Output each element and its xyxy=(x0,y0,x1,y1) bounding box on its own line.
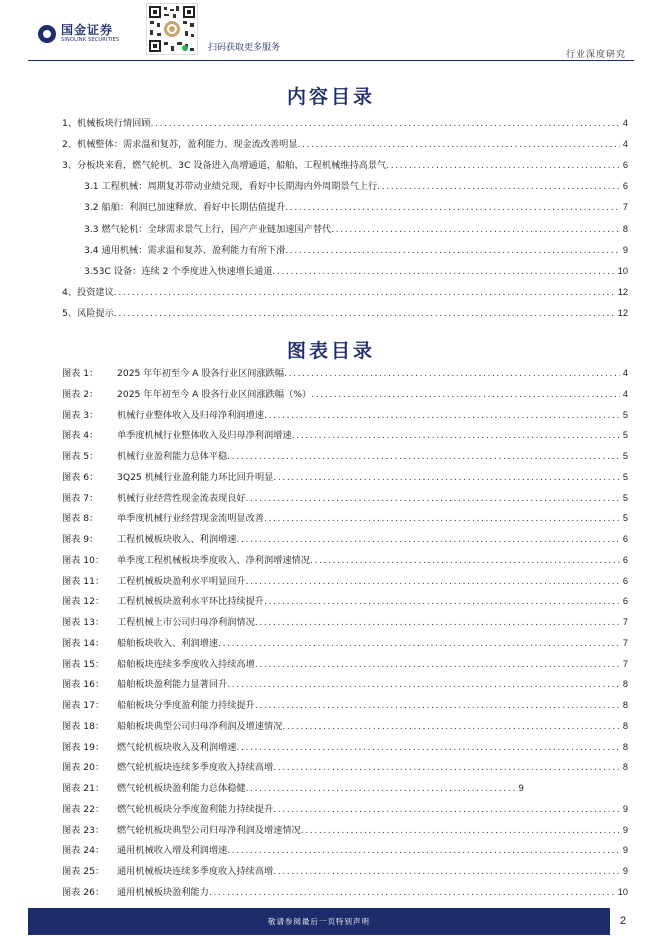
dot-leader xyxy=(236,532,619,547)
dot-leader xyxy=(255,657,620,672)
contents-entry-label: 3.1 工程机械：周期复苏带动业绩兑现，看好中长期海内外周期景气上行 xyxy=(84,181,378,193)
figure-entry-label: 机械行业经营性现金流表现良好 xyxy=(117,492,246,504)
dot-leader xyxy=(285,200,620,215)
contents-entry-label: 1、机械板块行情回顾 xyxy=(62,118,151,129)
contents-entry-page: 7 xyxy=(622,202,628,213)
figure-entry-number: 图表 18： xyxy=(62,720,105,732)
contents-entry[interactable] xyxy=(62,116,628,131)
figure-entry-page: 5 xyxy=(622,492,628,503)
figure-entry-number: 图表 23： xyxy=(62,824,105,836)
page-header xyxy=(0,0,662,62)
figure-entry-page: 5 xyxy=(622,513,628,524)
figure-entry-label: 2025 年年初至今 A 股各行业区间涨跌幅（%） xyxy=(117,388,312,400)
figure-entry-number: 图表 12： xyxy=(62,596,105,608)
figure-entry-page: 8 xyxy=(622,762,628,773)
dot-leader xyxy=(246,574,620,589)
dot-leader xyxy=(298,137,620,152)
figure-entry-label: 单季度机械行业经营现金流明显改善 xyxy=(117,513,264,525)
figure-entry[interactable] xyxy=(62,366,628,381)
contents-entry[interactable] xyxy=(84,179,628,194)
figure-entry-page: 7 xyxy=(622,637,628,648)
figure-entry[interactable] xyxy=(62,802,628,817)
contents-entry-page: 9 xyxy=(622,244,628,255)
figure-entry[interactable] xyxy=(62,615,628,630)
page-number: 2 xyxy=(620,915,627,927)
dot-leader xyxy=(311,387,620,402)
figure-entry-number: 图表 17： xyxy=(62,700,105,711)
figure-entry[interactable] xyxy=(62,532,628,547)
figure-entry[interactable] xyxy=(62,698,628,713)
figure-entry-page: 6 xyxy=(622,596,628,607)
dot-leader xyxy=(282,719,620,734)
dot-leader xyxy=(114,285,615,300)
figure-entry-page: 5 xyxy=(622,471,628,482)
contents-entry-page: 6 xyxy=(622,160,628,171)
figure-entry-label: 工程机械板块盈利水平环比持续提升 xyxy=(117,596,264,608)
figure-entry-page: 8 xyxy=(622,741,628,752)
figure-entry-number: 图表 7： xyxy=(62,492,99,504)
dot-leader xyxy=(236,740,619,755)
figure-entry-label: 燃气轮机板块盈利能力总体稳健 xyxy=(117,783,246,794)
figure-entry-number: 图表 13： xyxy=(62,617,105,628)
figure-entry-number: 图表 19： xyxy=(62,741,105,753)
dot-leader xyxy=(264,408,620,423)
dot-leader xyxy=(264,511,620,526)
figure-entry-page: 9 xyxy=(622,866,628,876)
contents-entry-label: 3.4 通用机械：需求温和复苏、盈利能力有所下滑 xyxy=(84,244,286,256)
contents-entry-label: 3、分板块来看，燃气轮机、3C 设备进入高增通道，船舶、工程机械维持高景气 xyxy=(62,160,387,172)
figure-entry-label: 单季度工程机械板块季度收入、净利润增速情况 xyxy=(117,554,310,566)
figure-entry-page: 7 xyxy=(622,658,628,669)
figure-entry[interactable] xyxy=(62,594,628,609)
figure-entry-page: 7 xyxy=(622,617,628,627)
contents-entry-page: 12 xyxy=(617,286,628,297)
figure-entry[interactable] xyxy=(62,408,628,423)
contents-entry[interactable] xyxy=(84,200,628,215)
figure-entry-number: 图表 8： xyxy=(62,513,99,525)
figures-title: 图表目录 xyxy=(286,340,375,362)
scan-for-service-text: 扫码获取更多服务 xyxy=(208,43,281,53)
contents-entry-label: 2、机械整体：需求温和复苏，盈利能力、现金流改善明显 xyxy=(62,139,298,151)
figure-entry-page: 10 xyxy=(617,886,628,897)
figure-entry-label: 通用机械板块连续多季度收入持续高增 xyxy=(117,866,274,877)
figure-entry-label: 船舶板块盈利能力显著回升 xyxy=(117,679,228,691)
figure-entry[interactable] xyxy=(62,387,628,402)
dot-leader xyxy=(246,781,516,796)
figure-entry-label: 船舶板块收入、利润增速 xyxy=(117,637,219,649)
figure-entry-label: 燃气轮机板块典型公司归母净利润及增速情况 xyxy=(117,824,301,836)
figure-entry-page: 6 xyxy=(622,575,628,586)
company-logo xyxy=(38,24,119,44)
dot-leader xyxy=(218,636,620,651)
figure-entry-label: 船舶板块典型公司归母净利润及增速情况 xyxy=(117,720,283,732)
figure-entry-number: 图表 9： xyxy=(62,534,99,545)
dot-leader xyxy=(284,366,620,381)
figure-entry-label: 2025 年年初至今 A 股各行业区间涨跌幅 xyxy=(117,368,285,379)
contents-title: 内容目录 xyxy=(286,86,375,108)
figure-entry[interactable] xyxy=(62,470,628,485)
figure-entry-page: 4 xyxy=(622,388,628,399)
figure-entry-label: 3Q25 机械行业盈利能力环比回升明显 xyxy=(117,471,274,483)
figure-entry-label: 工程机械上市公司归母净利润情况 xyxy=(117,617,255,628)
figure-entry[interactable] xyxy=(62,636,628,651)
dot-leader xyxy=(310,553,620,568)
figure-entry-label: 工程机械板块收入、利润增速 xyxy=(117,534,237,545)
figure-entry-number: 图表 20： xyxy=(62,762,105,774)
dot-leader xyxy=(227,843,620,858)
figure-entry[interactable] xyxy=(62,553,628,568)
figure-entry-label: 船舶板块分季度盈利能力持续提升 xyxy=(117,700,255,711)
footer-disclaimer: 敬请参阅最后一页特别声明 xyxy=(268,917,370,926)
figure-entry-label: 通用机械收入增及利润增速 xyxy=(117,845,228,857)
dot-leader xyxy=(386,158,620,173)
figure-entry-page: 5 xyxy=(622,430,628,441)
figure-entry-label: 通用机械板块盈利能力 xyxy=(117,886,209,898)
figure-entry[interactable] xyxy=(62,428,628,443)
dot-leader xyxy=(292,428,620,443)
figure-entry-page: 9 xyxy=(622,803,628,814)
dot-leader xyxy=(151,116,620,131)
contents-entry[interactable] xyxy=(62,285,628,300)
report-type-label: 行业深度研究 xyxy=(565,50,626,60)
dot-leader xyxy=(331,222,620,237)
figure-entry-number: 图表 6： xyxy=(62,471,99,483)
figure-entry[interactable] xyxy=(62,657,628,672)
figure-entry-label: 机械行业整体收入及归母净利润增速 xyxy=(117,409,264,421)
figure-entry-number: 图表 10： xyxy=(62,554,105,566)
dot-leader xyxy=(255,615,620,630)
header-divider xyxy=(28,60,634,61)
dot-leader xyxy=(377,179,620,194)
contents-entry-page: 8 xyxy=(622,223,628,234)
figure-entry-number: 图表 4： xyxy=(62,430,99,442)
figure-entry-label: 机械行业盈利能力总体平稳 xyxy=(117,451,228,462)
dot-leader xyxy=(273,470,620,485)
figure-entry-number: 图表 22： xyxy=(62,803,105,815)
figure-entry[interactable] xyxy=(62,781,628,796)
figure-entry-label: 燃气轮机板块收入及利润增速 xyxy=(117,741,237,753)
qr-code-icon[interactable] xyxy=(146,3,198,55)
contents-entry-page: 4 xyxy=(622,118,628,128)
figure-entry-number: 图表 24： xyxy=(62,845,105,857)
figure-entry-page: 5 xyxy=(622,451,628,461)
contents-entry-label: 4、投资建议 xyxy=(62,286,114,298)
dot-leader xyxy=(246,491,620,506)
dot-leader xyxy=(272,264,614,279)
logo-mark-icon xyxy=(38,25,56,43)
footer-bar xyxy=(28,908,610,935)
figure-entry-number: 图表 26： xyxy=(62,886,105,898)
contents-entry[interactable] xyxy=(62,158,628,173)
figure-entry-label: 燃气轮机板块连续多季度收入持续高增 xyxy=(117,762,274,774)
figure-entry[interactable] xyxy=(62,885,628,900)
logo-name-en: SINOLINK SECURITIES xyxy=(61,37,120,43)
page-footer xyxy=(0,906,662,936)
figure-entry-number: 图表 1： xyxy=(62,368,99,379)
figure-entry[interactable] xyxy=(62,449,628,464)
figure-entry-number: 图表 5： xyxy=(62,451,99,462)
dot-leader xyxy=(273,864,620,879)
figure-entry[interactable] xyxy=(62,574,628,589)
figure-entry[interactable] xyxy=(62,677,628,692)
contents-entry-page: 10 xyxy=(617,265,628,276)
logo-name-cn: 国金证券 xyxy=(61,23,114,37)
figure-entry-label: 单季度机械行业整体收入及归母净利润增速 xyxy=(117,430,292,442)
figure-entry-number: 图表 2： xyxy=(62,388,99,400)
dot-leader xyxy=(264,594,620,609)
figure-entry-number: 图表 3： xyxy=(62,409,99,421)
figure-entry-page: 4 xyxy=(622,368,628,378)
contents-entry[interactable] xyxy=(62,306,628,321)
figure-entry-label: 燃气轮机板块分季度盈利能力持续提升 xyxy=(117,803,274,815)
figure-entry[interactable] xyxy=(62,491,628,506)
figure-entry[interactable] xyxy=(62,740,628,755)
figure-entry[interactable] xyxy=(62,843,628,858)
figure-entry-number: 图表 14： xyxy=(62,637,105,649)
dot-leader xyxy=(114,306,615,321)
contents-entry[interactable] xyxy=(62,137,628,152)
figure-entry-page: 9 xyxy=(622,845,628,856)
dot-leader xyxy=(227,449,620,464)
figure-entry[interactable] xyxy=(62,823,628,838)
figure-entry-page: 6 xyxy=(622,534,628,544)
dot-leader xyxy=(209,885,615,900)
figure-entry[interactable] xyxy=(62,719,628,734)
contents-entry-label: 3.2 船舶：利润已加速释放、看好中长期估值提升 xyxy=(84,202,286,214)
figure-entry[interactable] xyxy=(62,864,628,879)
dot-leader xyxy=(273,802,620,817)
dot-leader xyxy=(255,698,620,713)
figure-entry-label: 工程机械板块盈利水平明显回升 xyxy=(117,575,246,587)
contents-entry[interactable] xyxy=(84,264,628,279)
figure-entry-page: 6 xyxy=(622,554,628,565)
dot-leader xyxy=(273,760,620,775)
figure-entry[interactable] xyxy=(62,511,628,526)
figure-entry-page: 8 xyxy=(622,720,628,731)
figure-entry-number: 图表 25： xyxy=(62,866,105,877)
figure-entry[interactable] xyxy=(62,760,628,775)
contents-entry-page: 6 xyxy=(622,181,628,192)
figure-entry-number: 图表 16： xyxy=(62,679,105,691)
dot-leader xyxy=(227,677,620,692)
figure-entry-number: 图表 11： xyxy=(62,575,105,587)
contents-entry[interactable] xyxy=(84,243,628,258)
contents-entry-label: 3.3 燃气轮机：全球需求景气上行，国产产业链加速国产替代 xyxy=(84,223,332,235)
contents-entry-page: 4 xyxy=(622,139,628,150)
figure-entry-number: 图表 21： xyxy=(62,783,105,794)
figure-entry-page: 8 xyxy=(622,700,628,710)
contents-entry-label: 5、风险提示 xyxy=(62,307,114,319)
contents-entry-page: 12 xyxy=(617,307,628,318)
contents-entry[interactable] xyxy=(84,222,628,237)
figure-entry-page: 9 xyxy=(518,783,524,793)
dot-leader xyxy=(301,823,620,838)
figure-entry-page: 8 xyxy=(622,679,628,690)
figure-entry-label: 船舶板块连续多季度收入持续高增 xyxy=(117,658,255,670)
figure-entry-page: 9 xyxy=(622,824,628,835)
figure-entry-number: 图表 15： xyxy=(62,658,105,670)
contents-entry-label: 3.53C 设备：连续 2 个季度进入快速增长通道 xyxy=(84,265,273,277)
figure-entry-page: 5 xyxy=(622,409,628,420)
dot-leader xyxy=(285,243,620,258)
